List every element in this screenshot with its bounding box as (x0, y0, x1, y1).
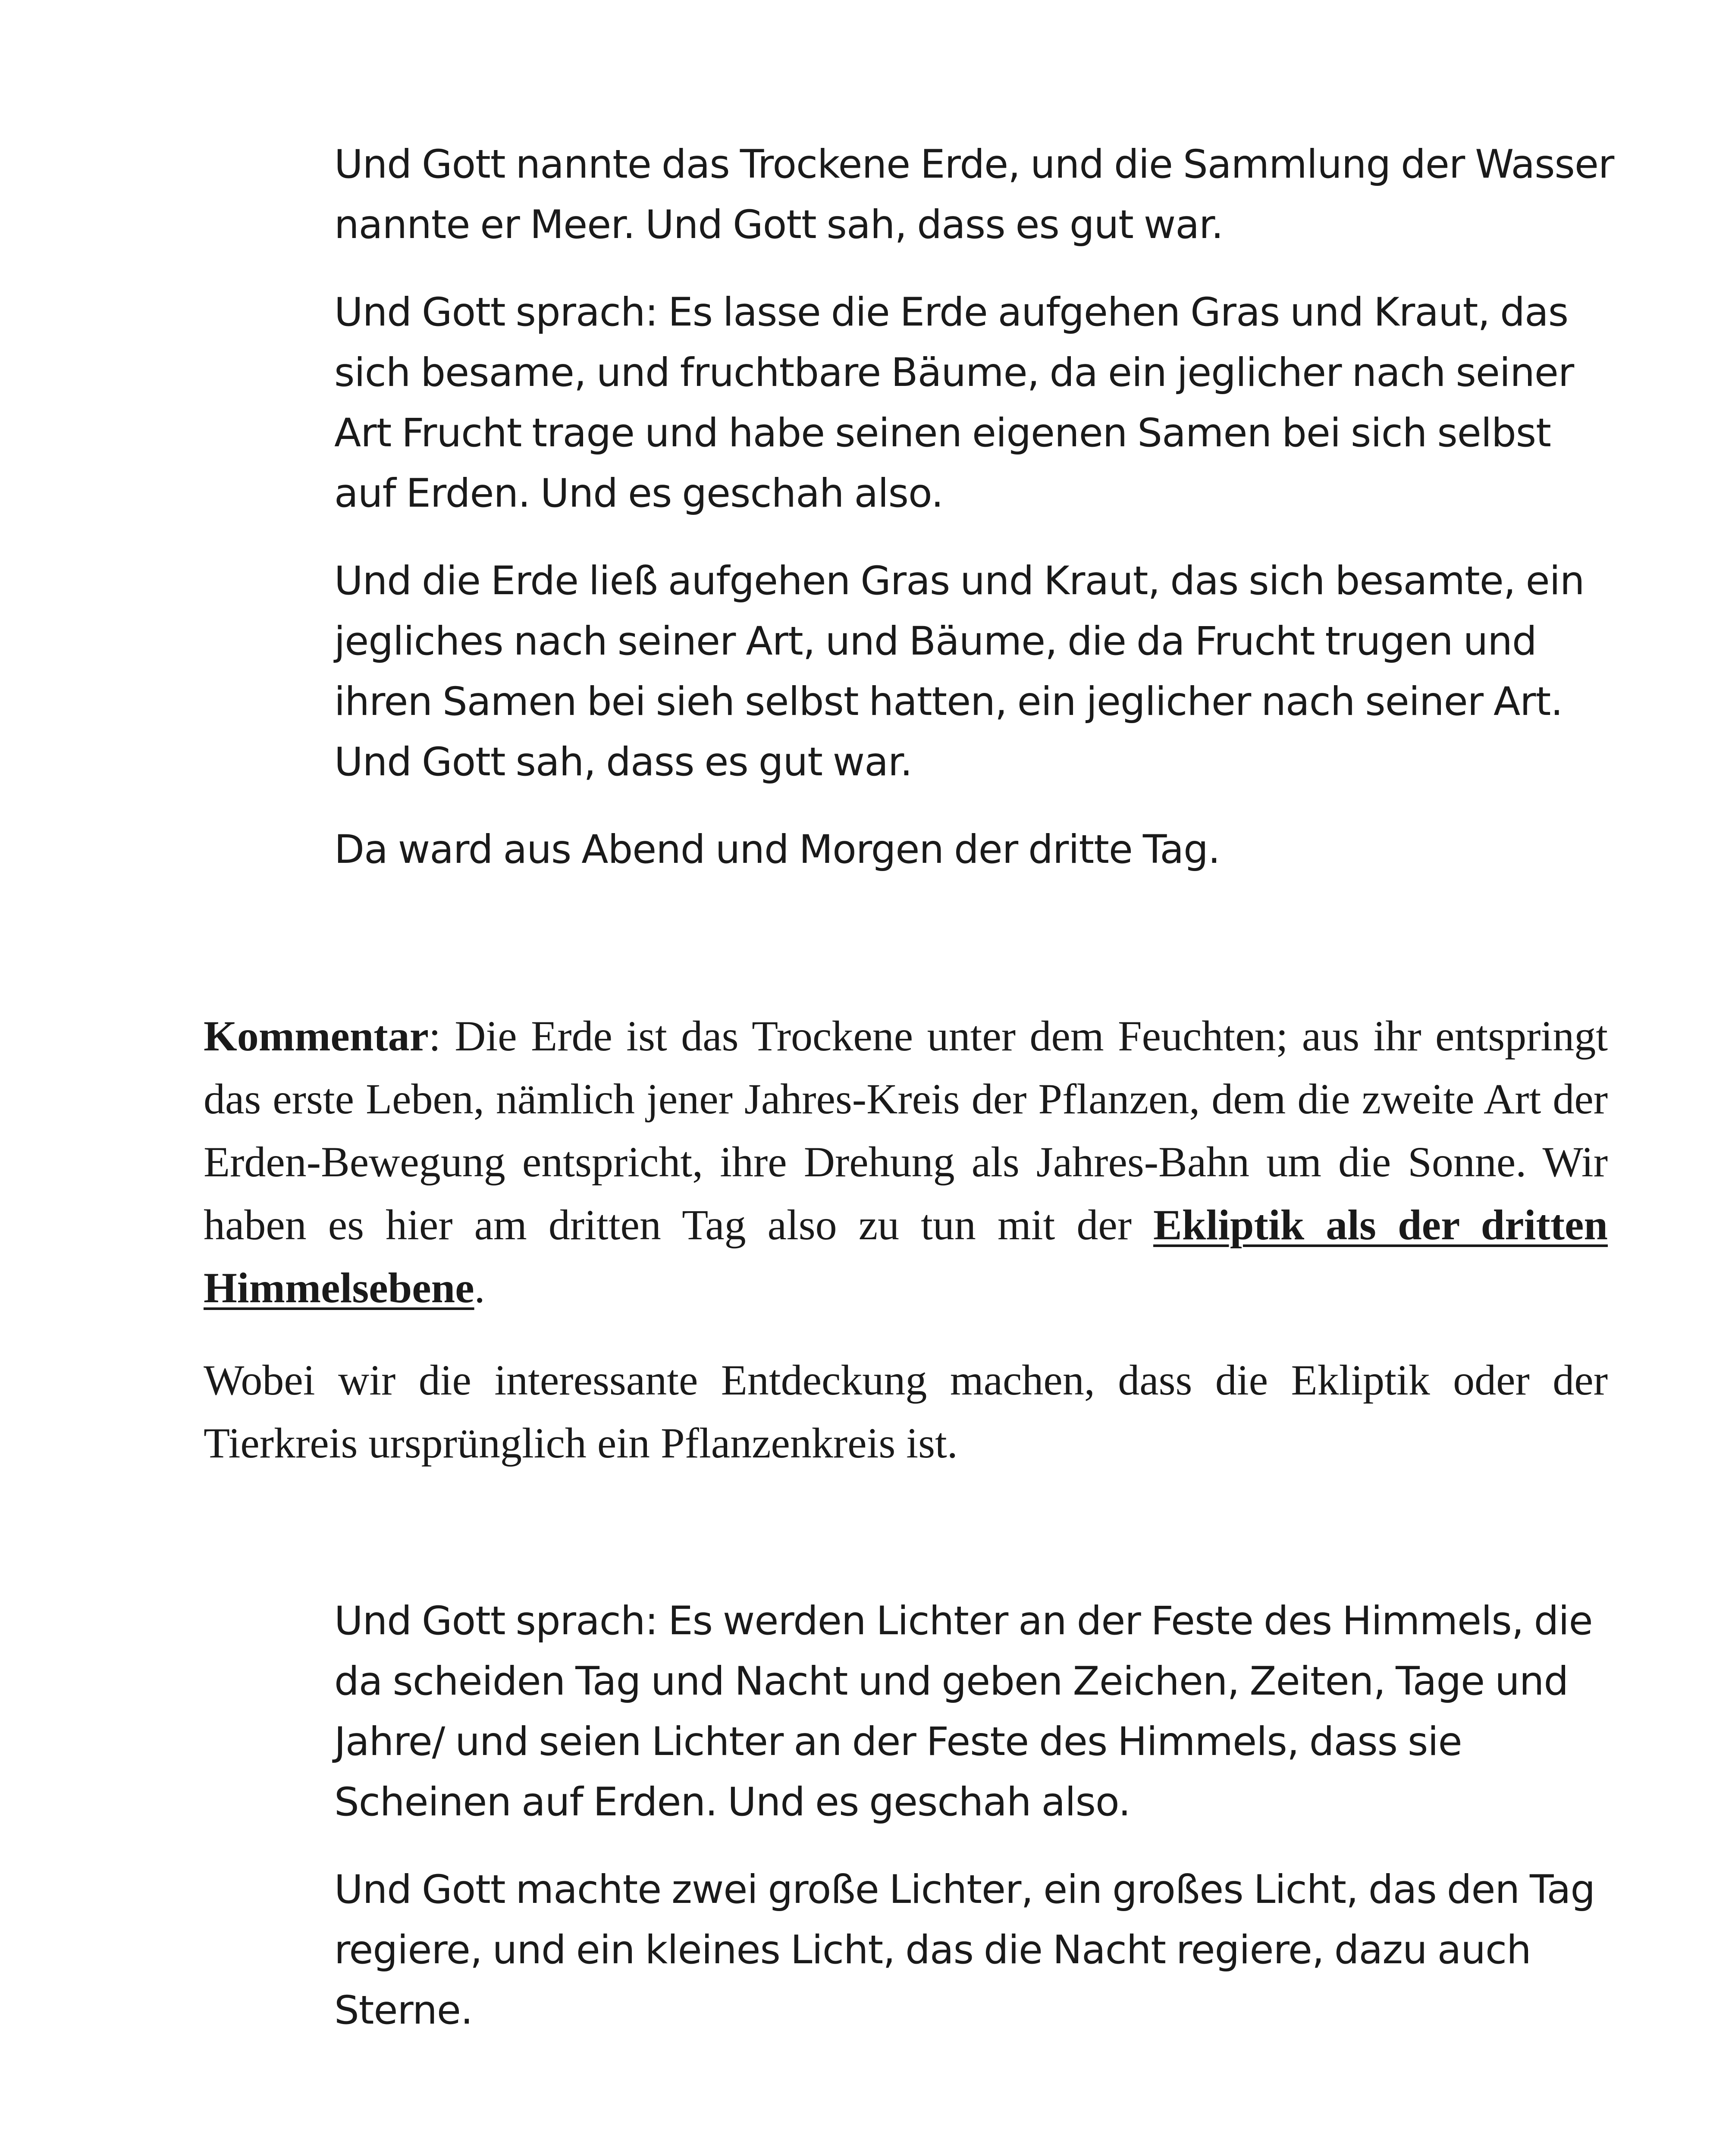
scripture-paragraph: Und Gott machte zwei große Lichter, ein großes Licht, das den Tag regiere, und ein kleines Licht, das die Nacht regiere, dazu auch Sterne. (334, 1867, 1595, 2033)
scripture-quote-block (334, 1591, 1615, 2041)
commentary-period: . (474, 1264, 485, 1312)
scripture-paragraph: Und Gott sprach: Es werden Lichter an der Feste des Himmels, die da scheiden Tag und Nacht und geben Zeichen, Zeiten, Tage und Jahre/ und seien Lichter an der Feste des Himmels, dass sie Scheinen auf Erden. Und es geschah also. (334, 1598, 1593, 1825)
scripture-paragraph: Und Gott nannte das Trockene Erde, und die Sammlung der Wasser nannte er Meer. Und Gott sah, dass es gut war. (334, 142, 1614, 248)
commentary-paragraph: Wobei wir die interessante Entdeckung machen, dass die Ekliptik oder der Tierkreis ursprünglich ein Pflanzenkreis ist. (204, 1356, 1608, 1467)
commentary-label: Kommentar (204, 1012, 429, 1060)
scripture-paragraph: Und die Erde ließ aufgehen Gras und Kraut, das sich besamte, ein jegliches nach seiner Art, und Bäume, die da Frucht trugen und ihren Samen bei sieh selbst hatten, ein jeglicher nach seiner Art. Und Gott sah, dass es gut war. (334, 558, 1585, 785)
ekliptik-emphasis: Ekliptik als der dritten Himmelsebene (204, 1201, 1608, 1312)
commentary-paragraph (204, 1005, 1608, 1319)
commentary-label-colon: : (429, 1012, 441, 1060)
scripture-quote-block (334, 135, 1615, 880)
commentary-text: Die Erde ist das Trockene unter dem Feuchten; aus ihr entspringt das erste Leben, nämlich jener Jahres-Kreis der Pflanzen, dem die zweite Art der Erden-Bewegung entspricht, ihre Drehung als Jahres-Bahn um die Sonne. Wir haben es hier am dritten Tag also zu tun mit der (204, 1012, 1608, 1249)
scripture-paragraph: Und Gott sprach: Es lasse die Erde aufgehen Gras und Kraut, das sich besame, und fruchtbare Bäume, da ein jeglicher nach seiner Art Frucht trage und habe seinen eigenen Samen bei sich selbst auf Erden. Und es geschah also. (334, 290, 1574, 516)
commentary-section (204, 1005, 1608, 1475)
scripture-paragraph: Da ward aus Abend und Morgen der dritte Tag. (334, 827, 1220, 872)
